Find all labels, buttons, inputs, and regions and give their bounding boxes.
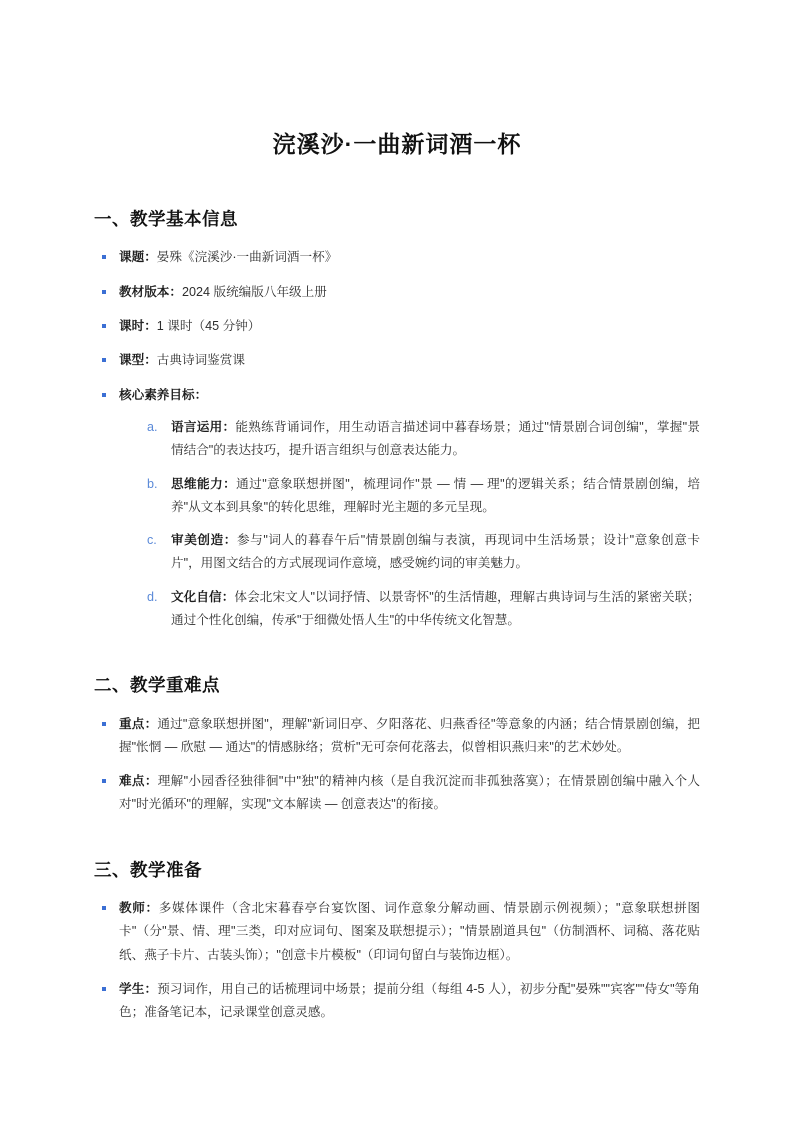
list-item-text: 通过"意象联想拼图"，理解"新词旧亭、夕阳落花、归燕香径"等意象的内涵；结合情景剧创编，把握"怅惘 — 欣慰 — 通达"的情感脉络；赏析"无可奈何花落去，似曾相识燕归来"的艺术妙处。: [119, 716, 700, 754]
list-item: [94, 384, 700, 633]
list-item: [94, 281, 700, 304]
list-item: [94, 246, 700, 269]
list-item: [94, 978, 700, 1025]
alpha-item-text: 参与"词人的暮春午后"情景剧创编与表演，再现词中生活场景；设计"意象创意卡片"，用图文结合的方式展现词作意境，感受婉约词的审美魅力。: [171, 533, 700, 571]
square-bullet-icon: [102, 722, 106, 726]
alpha-list: [141, 416, 700, 632]
list-item-label: 核心素养目标：: [119, 387, 208, 402]
alpha-item-text: 体会北宋文人"以词抒情、以景寄怀"的生活情趣，理解古典诗词与生活的紧密关联；通过个性化创编，传承"于细微处悟人生"的中华传统文化智慧。: [171, 589, 701, 627]
alpha-list-item: [141, 416, 700, 463]
alpha-item-label: 审美创造：: [171, 533, 237, 548]
list-item: [94, 349, 700, 372]
alpha-list-item: [141, 529, 700, 576]
alpha-item-label: 文化自信：: [171, 589, 235, 604]
list-item: [94, 315, 700, 338]
list-item-text: 古典诗词鉴赏课: [156, 353, 245, 368]
square-bullet-icon: [102, 290, 106, 294]
list-item-text: 2024 版统编版八年级上册: [181, 284, 327, 299]
square-bullet-icon: [102, 393, 106, 397]
list-item-label: 重点：: [119, 716, 158, 731]
list-item-text: 多媒体课件（含北宋暮春亭台宴饮图、词作意象分解动画、情景剧示例视频）；"意象联想拼图卡"（分"景、情、理"三类，印对应词句、图案及联想提示）；"情景剧道具包"（仿制酒杯、词稿、落花贴纸、燕子卡片、古装头饰）；"创意卡片模板"（印词句留白与装饰边框）。: [119, 900, 701, 962]
list-item-label: 课题：: [119, 250, 157, 265]
list-item: [94, 897, 700, 967]
section-key-difficult-points: [94, 672, 700, 816]
page-title: 浣溪沙·一曲新词酒一杯: [272, 131, 522, 157]
list-item-label: 课型：: [119, 353, 157, 368]
bullet-list: [94, 897, 700, 1024]
section-teaching-basic-info: [94, 206, 700, 632]
list-item-text: 预习词作，用自己的话梳理词中场景；提前分组（每组 4-5 人），初步分配"晏殊""宾客""侍女"等角色；准备笔记本，记录课堂创意灵感。: [119, 981, 700, 1020]
alpha-item-text: 能熟练背诵词作，用生动语言描述词中暮春场景；通过"情景剧合词创编"，掌握"景情结合"的表达技巧，提升语言组织与创意表达能力。: [171, 419, 701, 458]
alpha-item-text: 通过"意象联想拼图"，梳理词作"景 — 情 — 理"的逻辑关系；结合情景剧创编，培养"从文本到具象"的转化思维，理解时光主题的多元呈现。: [171, 476, 701, 514]
list-item-label: 学生：: [119, 981, 158, 996]
list-item-label: 课时：: [119, 319, 157, 334]
bullet-list: [94, 246, 700, 632]
square-bullet-icon: [102, 255, 106, 259]
square-bullet-icon: [102, 358, 106, 362]
alpha-list-item: [141, 473, 700, 520]
alpha-item-label: 语言运用：: [171, 419, 236, 434]
square-bullet-icon: [102, 324, 106, 328]
bullet-list: [94, 713, 700, 817]
alpha-item-label: 思维能力：: [171, 476, 237, 491]
list-item-label: 难点：: [119, 774, 158, 789]
section-heading: 二、教学重难点: [94, 675, 220, 696]
section-heading: 三、教学准备: [94, 859, 202, 880]
list-item: [94, 770, 700, 817]
square-bullet-icon: [102, 987, 106, 991]
list-item-text: 晏殊《浣溪沙·一曲新词酒一杯》: [156, 250, 338, 265]
list-item: [94, 713, 700, 760]
list-item-text: 理解"小园香径独徘徊"中"独"的精神内核（是自我沉淀而非孤独落寞）；在情景剧创编中融入个人对"时光循环"的理解，实现"文本解读 — 创意表达"的衔接。: [119, 774, 700, 812]
alpha-list-item: [141, 586, 700, 633]
list-item-text: 1 课时（45 分钟）: [156, 319, 261, 334]
section-heading: 一、教学基本信息: [94, 209, 238, 230]
section-teaching-preparation: [94, 857, 700, 1025]
core-literacy-goals: [141, 416, 700, 632]
square-bullet-icon: [102, 779, 106, 783]
square-bullet-icon: [102, 906, 106, 910]
list-item-label: 教材版本：: [119, 284, 182, 299]
list-item-label: 教师：: [119, 900, 159, 915]
